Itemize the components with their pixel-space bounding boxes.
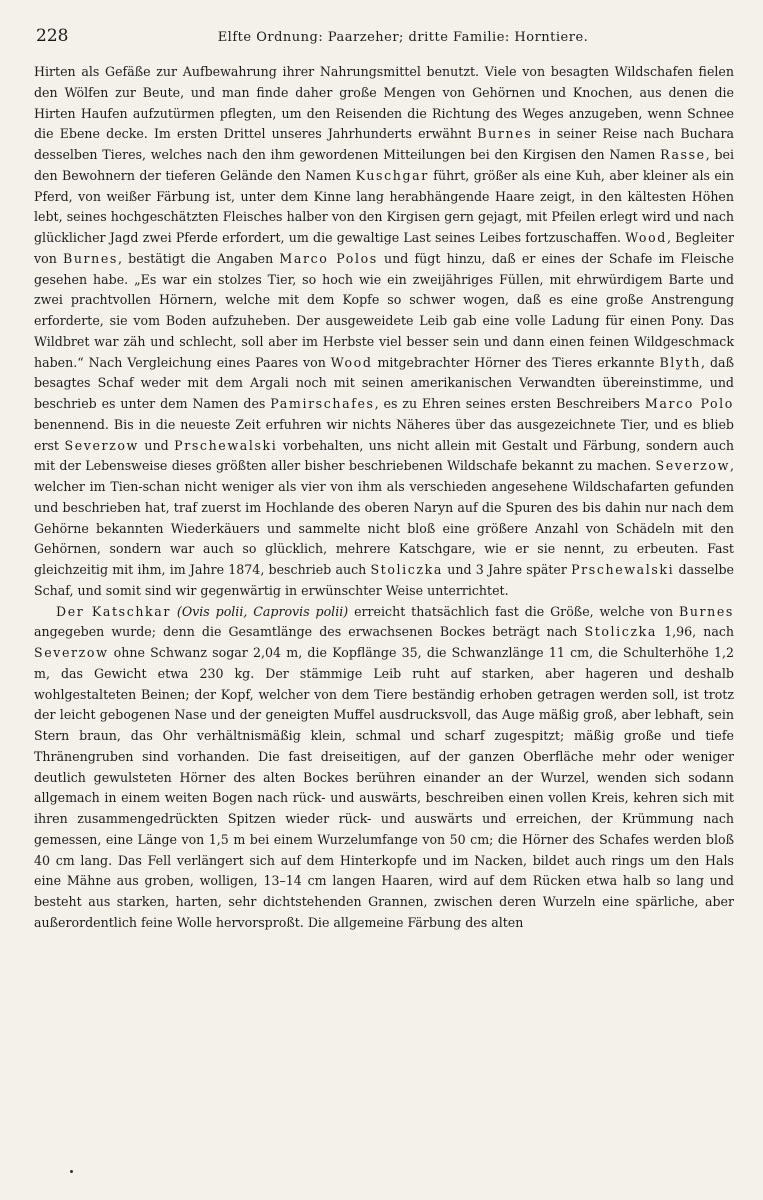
- person-name: Burnes: [477, 126, 533, 142]
- species-name: Pamirschafes: [270, 396, 375, 411]
- local-name: Kuschgar: [355, 167, 429, 183]
- text-run: vorbehalten, uns nicht allein mit Gestalt und Färbung, sondern auch mit der Lebensweise dieses größten aller bisher beschriebenen Wildschafe bekannt zu machen.: [34, 437, 734, 474]
- person-name: Marco Polo: [644, 396, 734, 411]
- text-run: , Begleiter von: [34, 230, 734, 266]
- text-run: , welcher im Tien-schan nicht weniger als vier von ihm als verschieden angesehene Wildschafarten gefunden und beschrieben hat, traf zuerst im Hochlande des oberen Naryn auf die Spuren des bis dahin nur nach dem Gehörne bekannten Wiederkäuers und sammelte nicht bloß eine größere Anzahl von Schädeln mit den Gehörnen, sondern war auch so glücklich, mehrere Katschgare, wie er sie nennt, zu erbeuten. Fast gleichzeitig mit ihm, im Jahre 1874, beschrieb auch: [34, 458, 734, 577]
- person-name: Stoliczka: [370, 562, 444, 577]
- person-name: Severzow: [655, 458, 730, 474]
- text-run: führt, größer als eine Kuh, aber kleiner als ein Pferd, von weißer Färbung ist, unter dem Kinne lang herabhängende Haare zeigt, in den kältesten Höhen lebt, seines hochgeschätzten Fleisches halber von den Kirgisen gern gejagt, mit Pfeilen erlegt wird und nach glücklicher Jagd zwei Pferde erfordert, um die gewaltige Last seines Leibes fortzuschaffen.: [34, 167, 734, 245]
- running-title: Elfte Ordnung: Paarzeher; dritte Familie: Horntiere.: [217, 30, 589, 45]
- person-name: Severzow: [64, 437, 139, 453]
- text-run: benennend. Bis in die neueste Zeit erfuhren wir nichts Näheres über das ausgezeichnete Tier, und es blieb erst: [34, 416, 734, 453]
- text-run: erreicht thatsächlich fast die Größe, welche von: [348, 603, 679, 619]
- person-name: Blyth: [659, 354, 702, 370]
- text-run: und fügt hinzu, daß er eines der Schafe im Fleische gesehen habe. „Es war ein stolzes Tier, so hoch wie ein zweijähriges Füllen, mit ehrwürdigem Barte und zwei prachtvollen Hörnern, welche mit dem Kopfe so schwer wogen, daß es eine große Anstrengung erforderte, sie vom Boden aufzuheben. Der ausgeweidete Leib gab eine volle Ladung für einen Pony. Das Wildbret war zäh und schlecht, soll aber im Herbste viel besser sein und dann einen feinen Wildgeschmack haben.“ Nach Vergleichung eines Paares von: [34, 250, 734, 370]
- person-name: Stoliczka: [584, 624, 658, 640]
- text-run: , bestätigt die Angaben: [118, 250, 280, 266]
- person-name: Prschewalski: [571, 562, 675, 577]
- local-name: Rasse: [660, 147, 706, 162]
- text-run: dasselbe Schaf, und somit sind wir gegenwärtig in erwünschter Weise unterrichtet.: [34, 562, 734, 598]
- text-run: Hirten als Gefäße zur Aufbewahrung ihrer Nahrungsmittel benutzt. Viele von besagten Wildschafen fielen den Wölfen zur Beute, und man finde daher große Mengen von Gehörnen und Knochen, aus denen die Hirten Haufen aufzutürmen pflegten, um den Reisenden die Richtung des Weges anzugeben, wenn Schnee die Ebene decke. Im ersten Drittel unseres Jahrhunderts erwähnt: [34, 64, 734, 142]
- person-name: Marco Polos: [279, 250, 378, 266]
- text-run: und 3 Jahre später: [443, 562, 572, 577]
- person-name: Wood: [625, 230, 667, 245]
- page-header: [36, 26, 730, 50]
- text-run: und: [138, 437, 175, 453]
- text-run: angegeben wurde; denn die Gesamtlänge des erwachsenen Bockes beträgt nach: [34, 624, 585, 640]
- person-name: Burnes: [62, 250, 118, 266]
- paragraph-1: [34, 62, 734, 602]
- person-name: Severzow: [34, 645, 109, 660]
- person-name: Burnes: [678, 603, 734, 619]
- paragraph-2: [34, 602, 734, 934]
- person-name: Wood: [330, 354, 373, 370]
- text-run: 1,96, nach: [657, 624, 734, 640]
- person-name: Prschewalski: [174, 437, 278, 453]
- text-run: ohne Schwanz sogar 2,04 m, die Kopflänge 35, die Schwanzlänge 11 cm, die Schulterhöhe 1,2 m, das Gewicht etwa 230 kg. Der stämmige Leib ruht auf starken, aber hageren und deshalb wohlgestalteten Beinen; der Kopf, welcher von dem Tiere beständig erhoben getragen werden soll, ist trotz der leicht gebogenen Nase und der geneigten Muffel ausdrucksvoll, das Auge mäßig groß, aber lebhaft, sein Stern braun, das Ohr verhältnismäßig klein, schmal und scharf zugespitzt; mäßig große und tiefe Thränengruben sind vorhanden. Die fast dreiseitigen, auf der ganzen Oberfläche mehr oder weniger deutlich gewulsteten Hörner des alten Bockes berühren einander an der Wurzel, wenden sich sodann allgemach in einem weiten Bogen nach rück- und auswärts, beschreiben einen vollen Kreis, kehren sich mit ihren zusammengedrückten Spitzen wieder rück- und auswärts und erreichen, der Krümmung nach gemessen, eine Länge von 1,5 m bei einem Wurzelumfange von 50 cm; die Hörner des Schafes werden bloß 40 cm lang. Das Fell verlängert sich auf dem Hinterkopfe und im Nacken, bildet auch rings um den Hals eine Mähne aus groben, wolligen, 13–14 cm langen Haaren, wird auf dem Rücken etwa halb so lang und besteht aus starken, harten, sehr dichtstehenden Grannen, zwischen deren Wurzeln eine spärliche, aber außerordentlich feine Wolle hervorsproßt. Die allgemeine Färbung des alten: [34, 645, 734, 930]
- body-text: [34, 62, 734, 934]
- species-heading: Der Katschkar: [56, 603, 172, 619]
- print-speck: [70, 1170, 73, 1173]
- page-number: 228: [36, 26, 69, 46]
- text-run: , daß besagtes Schaf weder mit dem Argali noch mit seinen amerikanischen Verwandten übereinstimme, und beschrieb es unter dem Namen des: [34, 354, 734, 411]
- text-run: in seiner Reise nach Buchara desselben Tieres, welches nach den ihm gewordenen Mitteilungen bei den Kirgisen den Namen: [34, 126, 734, 162]
- latin-name: (Ovis polii, Caprovis polii): [176, 603, 349, 619]
- text-run: mitgebrachter Hörner des Tieres erkannte: [372, 354, 660, 370]
- text-run: , es zu Ehren seines ersten Beschreibers: [374, 396, 645, 411]
- text-run: , bei den Bewohnern der tieferen Gelände den Namen: [34, 147, 734, 183]
